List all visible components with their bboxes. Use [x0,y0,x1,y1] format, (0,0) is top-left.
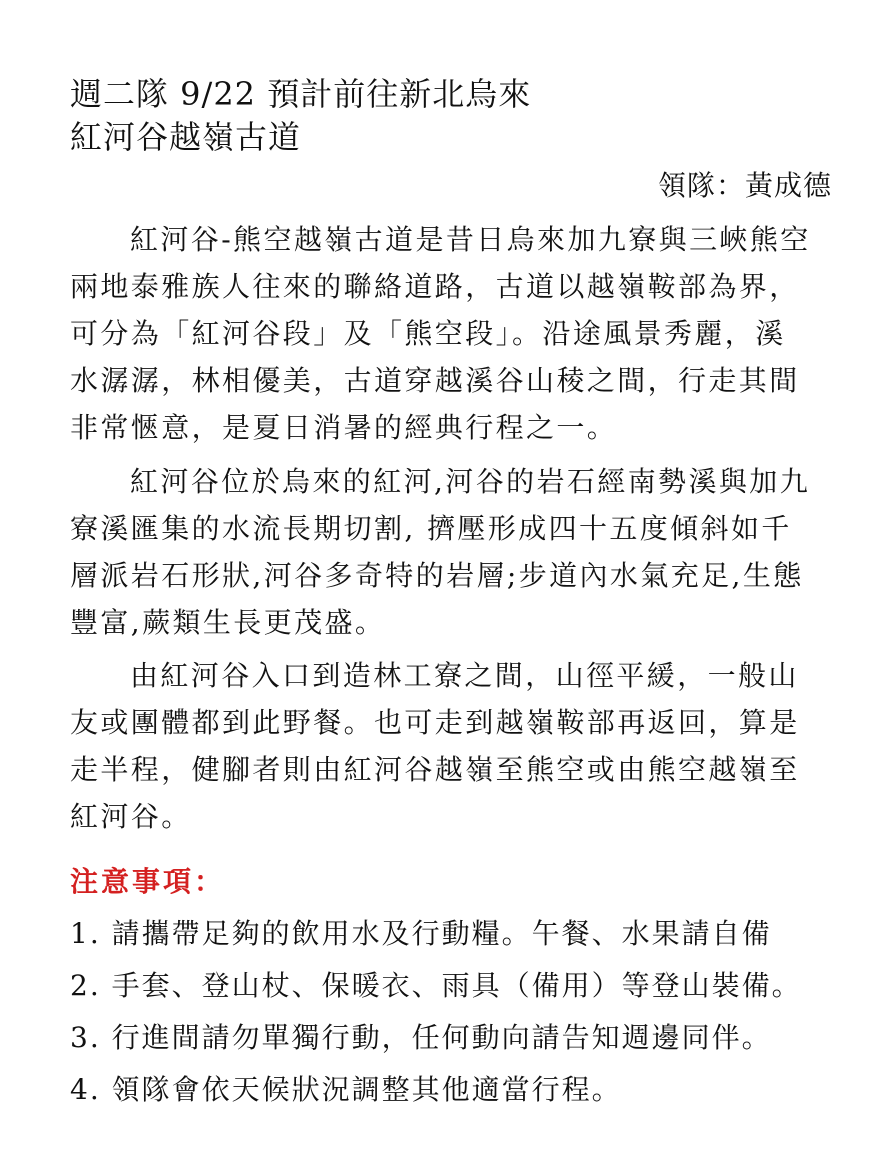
note-item: 3. 行進間請勿單獨行動，任何動向請告知週邊同伴。 [70,1021,772,1054]
note-item: 2. 手套、登山杖、保暖衣、雨具（備用）等登山裝備。 [70,969,802,1002]
paragraph-line: 非常愜意，是夏日消暑的經典行程之一。 [70,411,618,444]
paragraph-line: 走半程，健腳者則由紅河谷越嶺至熊空或由熊空越嶺至 [70,753,800,786]
page-subtitle: 紅河谷越嶺古道 [70,118,302,156]
paragraph-line: 紅河谷-熊空越嶺古道是昔日烏來加九寮與三峽熊空 [130,223,811,256]
paragraph-line: 由紅河谷入口到造林工寮之間，山徑平緩，一般山 [130,659,799,692]
note-item: 4. 領隊會依天候狀況調整其他適當行程。 [70,1073,622,1106]
page-title: 週二隊 9/22 預計前往新北烏來 [70,75,532,113]
paragraph-line: 友或團體都到此野餐。也可走到越嶺鞍部再返回，算是 [70,706,800,739]
paragraph-line: 水潺潺，林相優美，古道穿越溪谷山稜之間，行走其間 [70,364,800,397]
notes-heading: 注意事項： [70,865,226,898]
notes-list [70,908,845,1116]
paragraph-intro [70,216,845,451]
note-item: 1. 請攜帶足夠的飲用水及行動糧。午餐、水果請自備 [70,917,772,950]
paragraph-line: 寮溪匯集的水流長期切割, 擠壓形成四十五度傾斜如千 [70,512,792,545]
paragraph-line: 紅河谷。 [70,800,192,833]
paragraph-line: 可分為「紅河谷段」及「熊空段」。沿途風景秀麗，溪 [70,317,786,350]
paragraph-line: 兩地泰雅族人往來的聯絡道路，古道以越嶺鞍部為界， [70,270,800,303]
paragraph-line: 層派岩石形狀,河谷多奇特的岩層;步道內水氣充足,生態 [70,559,804,592]
paragraph-line: 紅河谷位於烏來的紅河,河谷的岩石經南勢溪與加九 [130,465,811,498]
paragraph-geology [70,458,845,646]
team-leader: 領隊：黃成德 [657,169,832,202]
paragraph-route [70,652,845,840]
paragraph-line: 豐富,蕨類生長更茂盛。 [70,606,386,639]
